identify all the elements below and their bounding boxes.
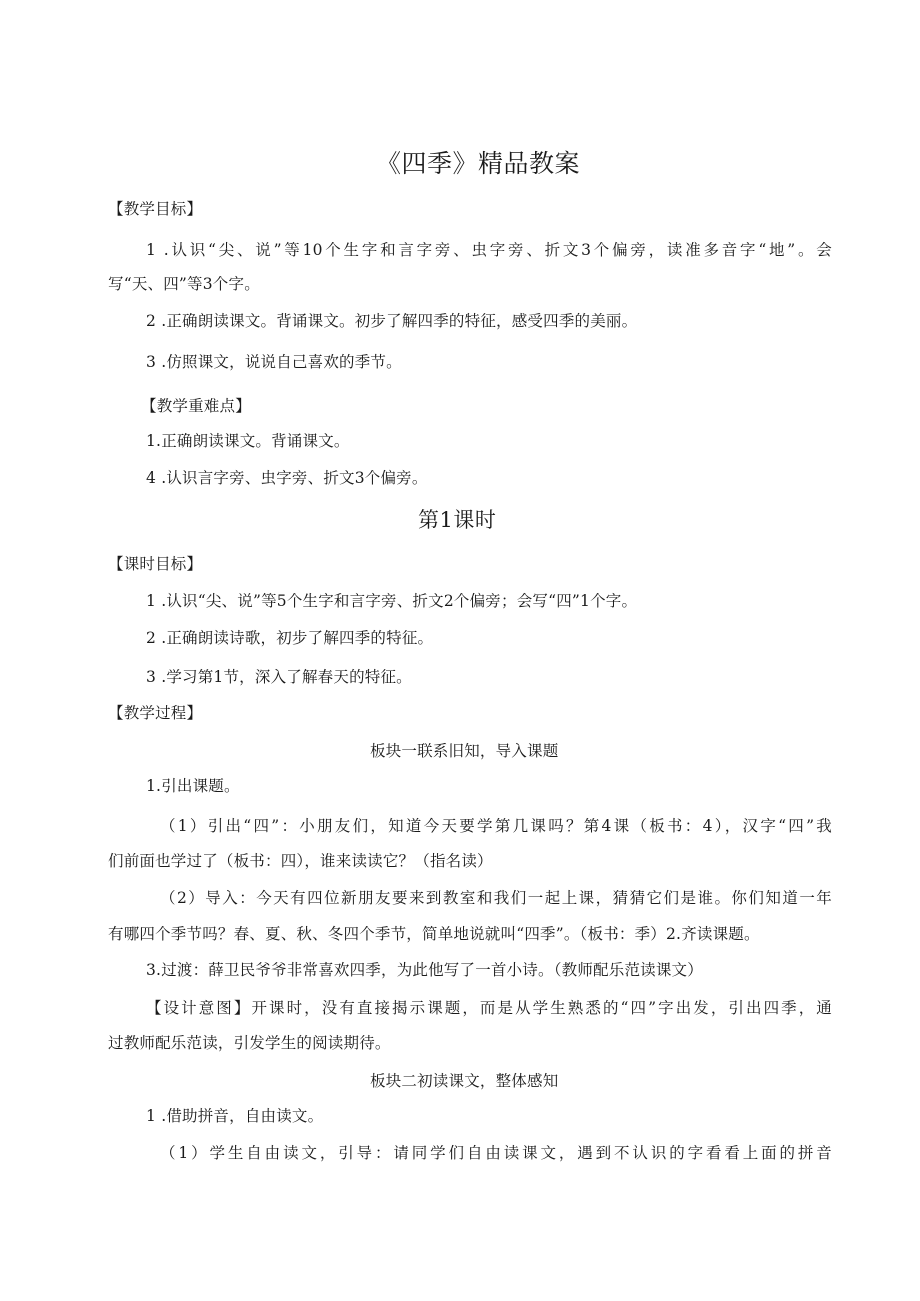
block-heading: 板块二初读课文，整体感知: [370, 1072, 559, 1090]
paragraph-line: 写“天、四”等3个字。: [108, 275, 260, 293]
paragraph-line: 3 .学习第1节，深入了解春天的特征。: [146, 668, 412, 686]
paragraph-line: （1）学生自由读文，引导：请同学们自由读课文，遇到不认识的字看看上面的拼音: [160, 1144, 832, 1162]
paragraph-line: 1 .借助拼音，自由读文。: [146, 1107, 324, 1125]
paragraph-line: 1.正确朗读课文。背诵课文。: [146, 432, 350, 450]
paragraph-line: （2）导入：今天有四位新朋友要来到教室和我们一起上课，猜猜它们是谁。你们知道一年: [160, 889, 832, 907]
document-title: 《四季》精品教案: [376, 149, 581, 178]
block-heading: 板块一联系旧知，导入课题: [370, 742, 559, 760]
paragraph-line: （1）引出“四”：小朋友们，知道今天要学第几课吗？第4课（板书：4），汉字“四”我: [160, 817, 832, 835]
paragraph-line: 1.引出课题。: [146, 777, 240, 795]
paragraph-line: 过教师配乐范读，引发学生的阅读期待。: [108, 1034, 391, 1052]
section-heading-teaching-goals: 【教学目标】: [108, 200, 203, 218]
section-heading-key-points: 【教学重难点】: [141, 397, 251, 415]
paragraph-line: 2 .正确朗读诗歌，初步了解四季的特征。: [146, 629, 434, 647]
section-heading-lesson-goals: 【课时目标】: [108, 555, 203, 573]
paragraph-line: 2 .正确朗读课文。背诵课文。初步了解四季的特征，感受四季的美丽。: [146, 312, 638, 330]
paragraph-line: 3.过渡：薛卫民爷爷非常喜欢四季，为此他写了一首小诗。（教师配乐范读课文）: [146, 961, 703, 979]
section-heading-teaching-process: 【教学过程】: [108, 704, 203, 722]
paragraph-line: 3 .仿照课文，说说自己喜欢的季节。: [146, 353, 402, 371]
paragraph-line: 们前面也学过了（板书：四），谁来读读它？（指名读）: [108, 852, 493, 870]
paragraph-line: 1 .认识“尖、说”等5个生字和言字旁、折文2个偏旁；会写“四”1个字。: [146, 592, 638, 610]
paragraph-line: 【设计意图】开课时，没有直接揭示课题，而是从学生熟悉的“四”字出发，引出四季，通: [146, 999, 832, 1017]
paragraph-line: 1 .认识“尖、说”等10个生字和言字旁、虫字旁、折文3个偏旁，读准多音字“地”。会: [146, 241, 832, 259]
paragraph-line: 有哪四个季节吗？春、夏、秋、冬四个季节，简单地说就叫“四季”。（板书：季）2.齐读课题。: [108, 925, 760, 943]
paragraph-line: 4 .认识言字旁、虫字旁、折文3个偏旁。: [146, 469, 428, 487]
lesson-heading: 第1课时: [418, 508, 497, 532]
